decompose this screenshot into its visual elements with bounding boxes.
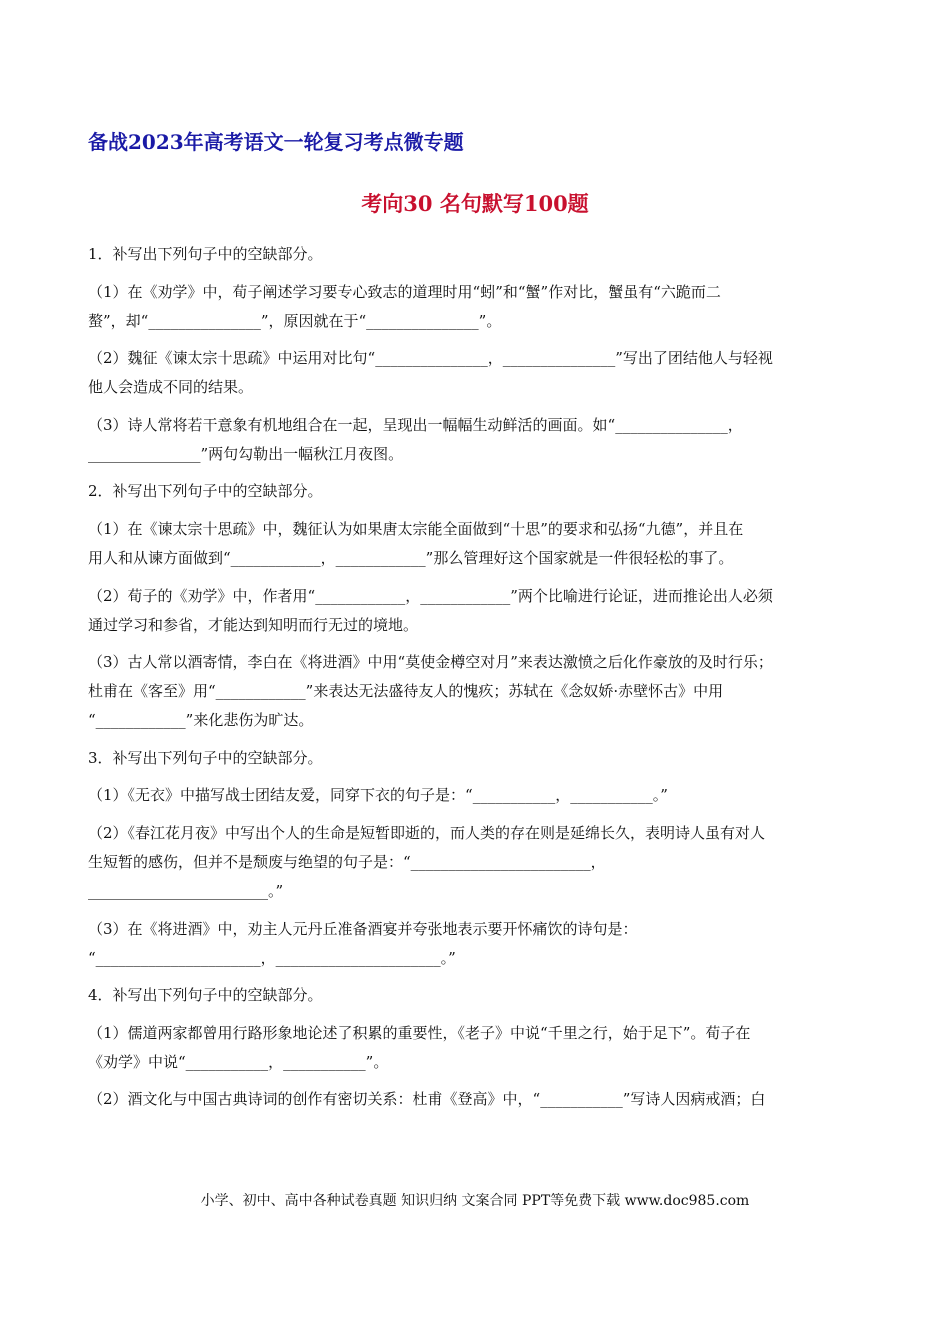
text-line: （1）儒道两家都曾用行路形象地论述了积累的重要性，《老子》中说“千里之行，始于足下”。荀子在 (88, 1023, 751, 1042)
text-line: 用人和从谏方面做到“____________，____________”那么管理好这个国家就是一件很轻松的事了。 (88, 548, 734, 567)
text-line: （3）诗人常将若干意象有机地组合在一起，呈现出一幅幅生动鲜活的画面。如“_______________， (88, 415, 743, 434)
text-line: （2）荀子的《劝学》中，作者用“____________，____________”两个比喻进行论证，进而推论出人必须 (88, 586, 773, 605)
text-line: 生短暂的感伤，但并不是颓废与绝望的句子是：“________________________， (88, 852, 606, 871)
text-line: 3．补写出下列句子中的空缺部分。 (88, 748, 323, 767)
text-line: 螯”，却“_______________”，原因就在于“_______________”。 (88, 311, 502, 330)
text-line: 1．补写出下列句子中的空缺部分。 (88, 245, 323, 263)
text-line: 《劝学》中说“___________，___________”。 (88, 1052, 389, 1071)
text-line: 4．补写出下列句子中的空缺部分。 (88, 986, 323, 1005)
page-footer: 小学、初中、高中各种试卷真题 知识归纳 文案合同 PPT等免费下载 www.doc985.com (200, 1193, 750, 1209)
text-line: 通过学习和参省，才能达到知明而行无过的境地。 (88, 615, 419, 634)
text-line: ________________________。” (88, 881, 284, 900)
text-line: 2．补写出下列句子中的空缺部分。 (88, 482, 323, 501)
series-title: 备战2023年高考语文一轮复习考点微专题 (88, 130, 464, 154)
text-line: “______________________，______________________。” (88, 948, 456, 967)
text-line: （2）魏征《谏太宗十思疏》中运用对比句“_______________，_______________”写出了团结他人与轻视 (88, 349, 773, 368)
text-line: “____________”来化悲伤为旷达。 (88, 711, 314, 730)
text-line: （2）酒文化与中国古典诗词的创作有密切关系：杜甫《登高》中，“___________”写诗人因病戒酒；白 (88, 1090, 766, 1109)
topic-title: 考向30 名句默写100题 (361, 191, 589, 216)
text-line: （1）在《谏太宗十思疏》中，魏征认为如果唐太宗能全面做到“十思”的要求和弘扬“九德”，并且在 (88, 519, 744, 538)
text-line: （2）《春江花月夜》中写出个人的生命是短暂即逝的，而人类的存在则是延绵长久，表明诗人虽有对人 (88, 823, 766, 842)
text-line: 杜甫在《客至》用“____________”来表达无法盛待友人的愧疚；苏轼在《念奴娇·赤壁怀古》中用 (88, 682, 724, 701)
text-line: （3）古人常以酒寄情，李白在《将进酒》中用“莫使金樽空对月”来表达激愤之后化作豪放的及时行乐； (88, 653, 773, 672)
text-line: （3）在《将进酒》中，劝主人元丹丘准备酒宴并夸张地表示要开怀痛饮的诗句是： (88, 919, 638, 938)
text-line: （1）在《劝学》中，荀子阐述学习要专心致志的道理时用“蚓”和“蟹”作对比，蟹虽有“六跪而二 (88, 282, 721, 301)
text-line: （1）《无衣》中描写战士团结友爱，同穿下衣的句子是：“___________，___________。” (88, 786, 668, 805)
text-line: _______________”两句勾勒出一幅秋江月夜图。 (88, 444, 404, 463)
text-line: 他人会造成不同的结果。 (88, 378, 254, 397)
question-body (88, 240, 860, 1114)
